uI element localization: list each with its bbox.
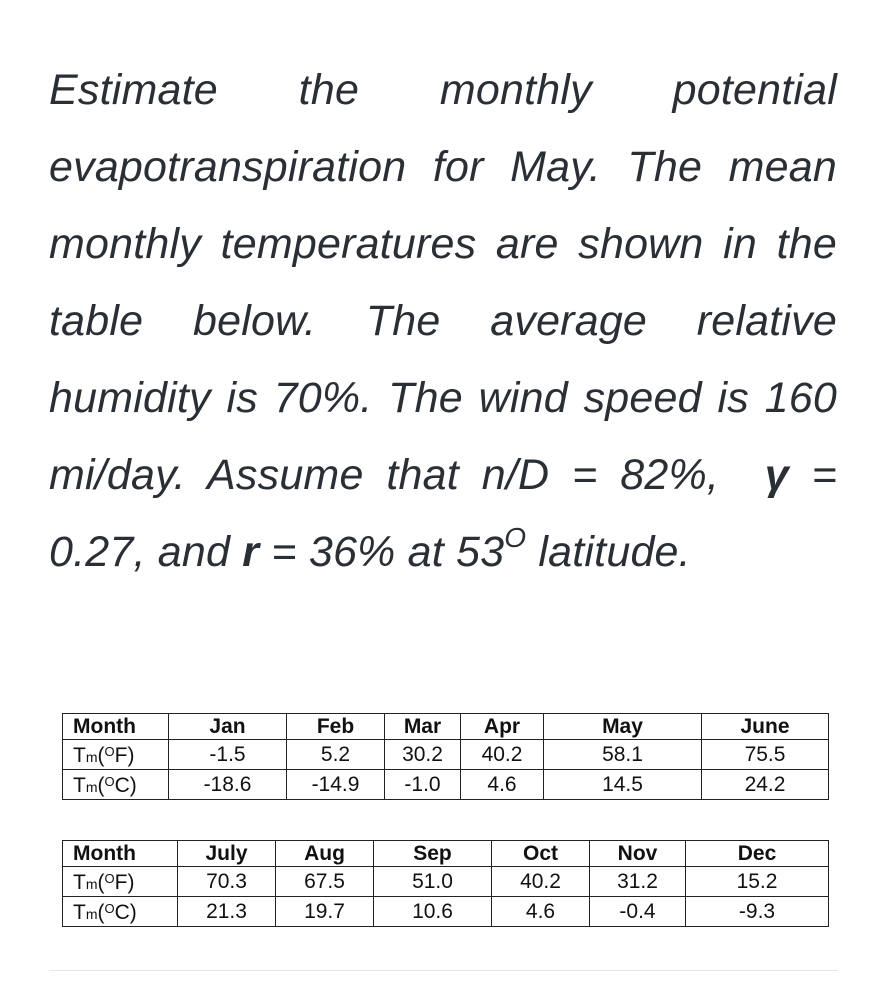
temp-f-cell: -1.5 [169,740,287,770]
temp-c-cell: -0.4 [590,897,686,927]
month-cell: Sep [374,841,492,867]
r-symbol: r [242,528,260,576]
temperature-table-july-dec [62,840,829,927]
fahrenheit-label: Tm($^O$F) [63,740,169,770]
temp-c-cell: -1.0 [385,770,461,800]
temp-c-cell: -9.3 [686,897,829,927]
temp-f-cell: 40.2 [461,740,544,770]
celsius-row [63,897,829,927]
month-cell: Apr [461,714,544,740]
celsius-label: Tm($^O$C) [63,897,178,927]
celsius-row [63,770,829,800]
fahrenheit-row [63,867,829,897]
month-header-row [63,841,829,867]
temp-f-cell: 67.5 [276,867,374,897]
temp-c-cell: -18.6 [169,770,287,800]
month-cell: Dec [686,841,829,867]
month-cell: Oct [492,841,590,867]
month-header-row [63,714,829,740]
temp-f-cell: 51.0 [374,867,492,897]
temp-f-cell: 75.5 [702,740,829,770]
celsius-label: Tm($^O$C) [63,770,169,800]
month-label: Month [63,841,178,867]
temp-c-cell: 24.2 [702,770,829,800]
temp-c-cell: 21.3 [178,897,276,927]
month-cell: Jan [169,714,287,740]
month-cell: July [178,841,276,867]
r-value: = 36% at 53 [259,528,505,576]
temp-f-cell: 15.2 [686,867,829,897]
problem-statement [49,52,837,591]
temp-f-cell: 30.2 [385,740,461,770]
temp-c-cell: 19.7 [276,897,374,927]
temp-f-cell: 58.1 [544,740,702,770]
month-cell: Mar [385,714,461,740]
month-cell: Feb [287,714,385,740]
gamma-value: = 0.27, and [49,451,838,576]
month-label: Month [63,714,169,740]
temp-f-cell: 40.2 [492,867,590,897]
temp-f-cell: 70.3 [178,867,276,897]
temp-c-cell: 4.6 [492,897,590,927]
fahrenheit-row [63,740,829,770]
temp-f-cell: 5.2 [287,740,385,770]
problem-text: Estimate the monthly potential evapotranspiration for May. The mean monthly temperatures are shown in the table below. The average relative humidity is 70%. The wind speed is 160 mi/day. Assume that n/D = 82%, [49,66,837,499]
gamma-symbol: γ [764,451,789,499]
temp-c-cell: 10.6 [374,897,492,927]
fahrenheit-label: Tm($^O$F) [63,867,178,897]
month-cell: Nov [590,841,686,867]
temperature-table-jan-june [62,713,829,800]
month-cell: Aug [276,841,374,867]
bottom-divider [49,970,838,971]
month-cell: May [544,714,702,740]
latitude-text: latitude. [526,528,691,576]
degree-mark: O [504,521,527,553]
month-cell: June [702,714,829,740]
temp-c-cell: 14.5 [544,770,702,800]
temp-c-cell: 4.6 [461,770,544,800]
temp-f-cell: 31.2 [590,867,686,897]
temp-c-cell: -14.9 [287,770,385,800]
